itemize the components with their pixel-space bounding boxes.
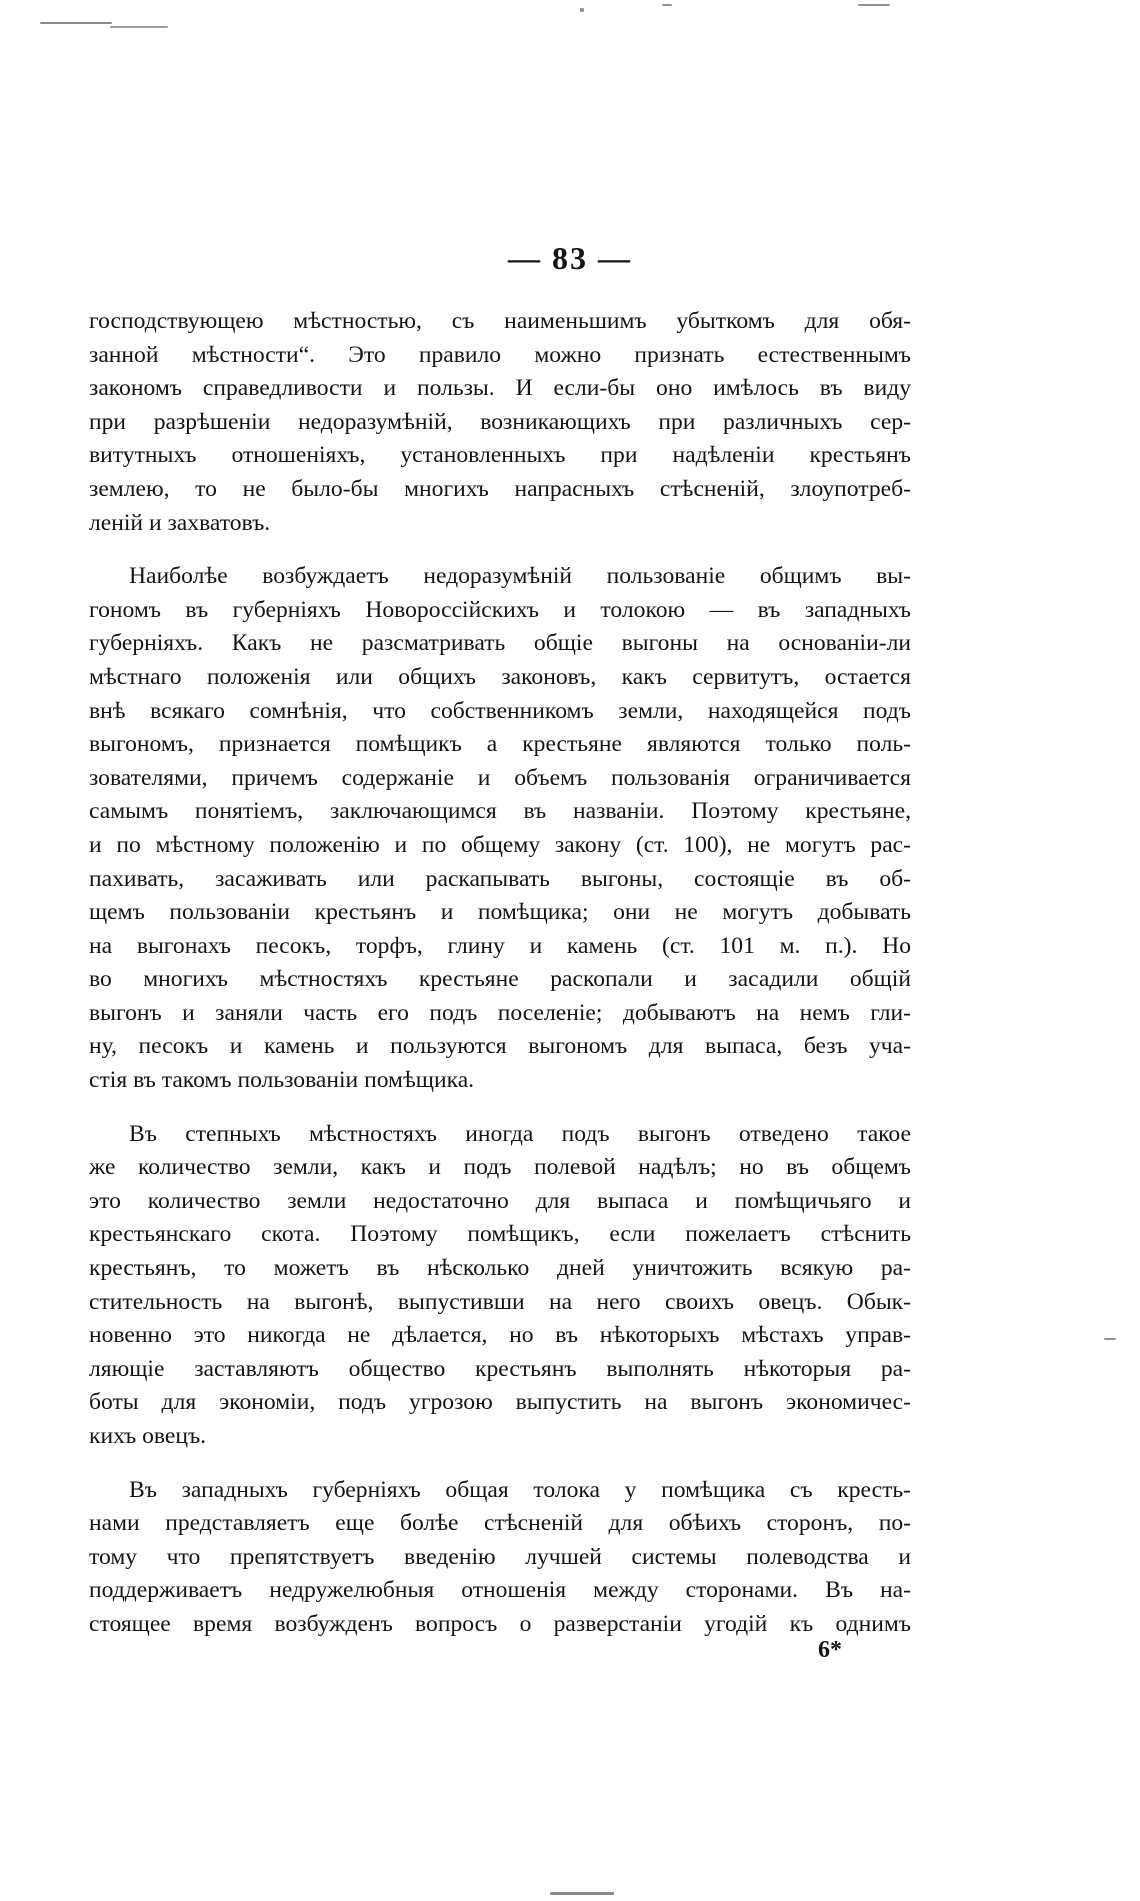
text-line: закономъ справедливости и пользы. И если-бы оно имѣлось въ виду [89,375,911,402]
text-line: леній и захватовъ. [89,509,271,536]
text-line: внѣ всякаго сомнѣнія, что собственникомъ земли, находящейся подъ [89,697,911,724]
text-line: это количество земли недостаточно для выпаса и помѣщичьяго и [89,1187,911,1214]
text-line: занной мѣстности“. Это правило можно признать естественнымъ [89,341,911,368]
scan-artifact-bottom [550,1892,614,1895]
text-line: Наиболѣе возбуждаетъ недоразумѣній пользованіе общимъ вы- [129,563,911,590]
text-line: ну, песокъ и камень и пользуются выгономъ для выпаса, безъ уча- [89,1033,911,1060]
text-line: крестьянскаго скота. Поэтому помѣщикъ, если пожелаетъ стѣснить [89,1221,911,1248]
text-line: господствующею мѣстностью, съ наименьшимъ убыткомъ для обя- [89,308,911,334]
body-text [89,305,911,1662]
text-line: гономъ въ губерніяхъ Новороссійскихъ и толокою — въ западныхъ [89,596,911,623]
text-line: самымъ понятіемъ, заключающимся въ названіи. Поэтому крестьяне, [89,798,911,825]
text-line: же количество земли, какъ и подъ полевой надѣлъ; но въ общемъ [89,1154,911,1181]
text-line: нами представляетъ еще болѣе стѣсненій для обѣихъ сторонъ, по- [89,1510,911,1537]
text-line: стоящее время возбужденъ вопросъ о разверстаніи угодій къ однимъ [89,1610,911,1637]
text-line: стія въ такомъ пользованіи помѣщика. [89,1067,475,1094]
scan-artifact-top-left-2 [110,26,168,28]
paragraph-3 [89,1118,911,1454]
text-line: выгономъ, признается помѣщикъ а крестьяне являются только поль- [89,731,911,758]
text-line: зователями, причемъ содержаніе и объемъ пользованія ограничивается [89,764,911,791]
text-line: ляющіе заставляютъ общество крестьянъ выполнять нѣкоторыя ра- [89,1355,911,1382]
text-line: кихъ овецъ. [89,1423,207,1449]
text-line: новенно это никогда не дѣлается, но въ нѣкоторыхъ мѣстахъ управ- [89,1322,911,1349]
text-line: Въ степныхъ мѣстностяхъ иногда подъ выгонъ отведено такое [129,1120,911,1147]
text-line: пахивать, засаживать или раскапывать выгоны, состоящіе въ об- [89,865,911,892]
text-line: и по мѣстному положенію и по общему закону (ст. 100), не могутъ рас- [89,831,911,858]
text-line: во многихъ мѣстностяхъ крестьяне раскопали и засадили общій [89,966,911,993]
text-line: боты для экономіи, подъ угрозою выпустить на выгонъ экономичес- [89,1389,911,1416]
paragraph-2 [89,560,911,1098]
text-line: щемъ пользованіи крестьянъ и помѣщика; они не могутъ добывать [89,899,911,926]
text-line: поддерживаетъ недружелюбныя отношенія между сторонами. Въ на- [89,1577,911,1604]
scan-artifact-top-right [662,4,672,6]
scan-artifact-top-far-right [858,4,890,6]
text-line: мѣстнаго положенія или общихъ законовъ, какъ сервитутъ, остается [89,663,911,690]
text-line: крестьянъ, то можетъ въ нѣсколько дней уничтожить всякую ра- [89,1255,911,1282]
scan-artifact-top-left [40,22,112,24]
page-number: — 83 — [508,240,632,276]
text-line: губерніяхъ. Какъ не разсматривать общіе выгоны на основаніи-ли [89,630,911,657]
text-line: Въ западныхъ губерніяхъ общая толока у помѣщика съ кресть- [129,1476,911,1503]
paragraph-1 [89,305,911,540]
text-line: тому что препятствуетъ введенію лучшей системы полеводства и [89,1543,911,1570]
text-line: стительность на выгонѣ, выпустивши на него своихъ овецъ. Обык- [89,1288,911,1315]
text-line: при разрѣшеніи недоразумѣній, возникающихъ при различныхъ сер- [89,408,911,435]
text-line: выгонъ и заняли часть его подъ поселеніе; добываютъ на немъ гли- [89,999,911,1026]
text-line: витутныхъ отношеніяхъ, установленныхъ при надѣленіи крестьянъ [89,442,911,469]
signature-mark: 6* [818,1637,842,1663]
scan-artifact-top-mid [580,8,584,12]
text-line: землею, то не было-бы многихъ напрасныхъ стѣсненій, злоупотреб- [89,475,911,502]
paragraph-4 [89,1474,911,1642]
scan-artifact-right-edge [1104,1338,1116,1340]
text-line: на выгонахъ песокъ, торфъ, глину и камень (ст. 101 м. п.). Но [89,932,911,959]
